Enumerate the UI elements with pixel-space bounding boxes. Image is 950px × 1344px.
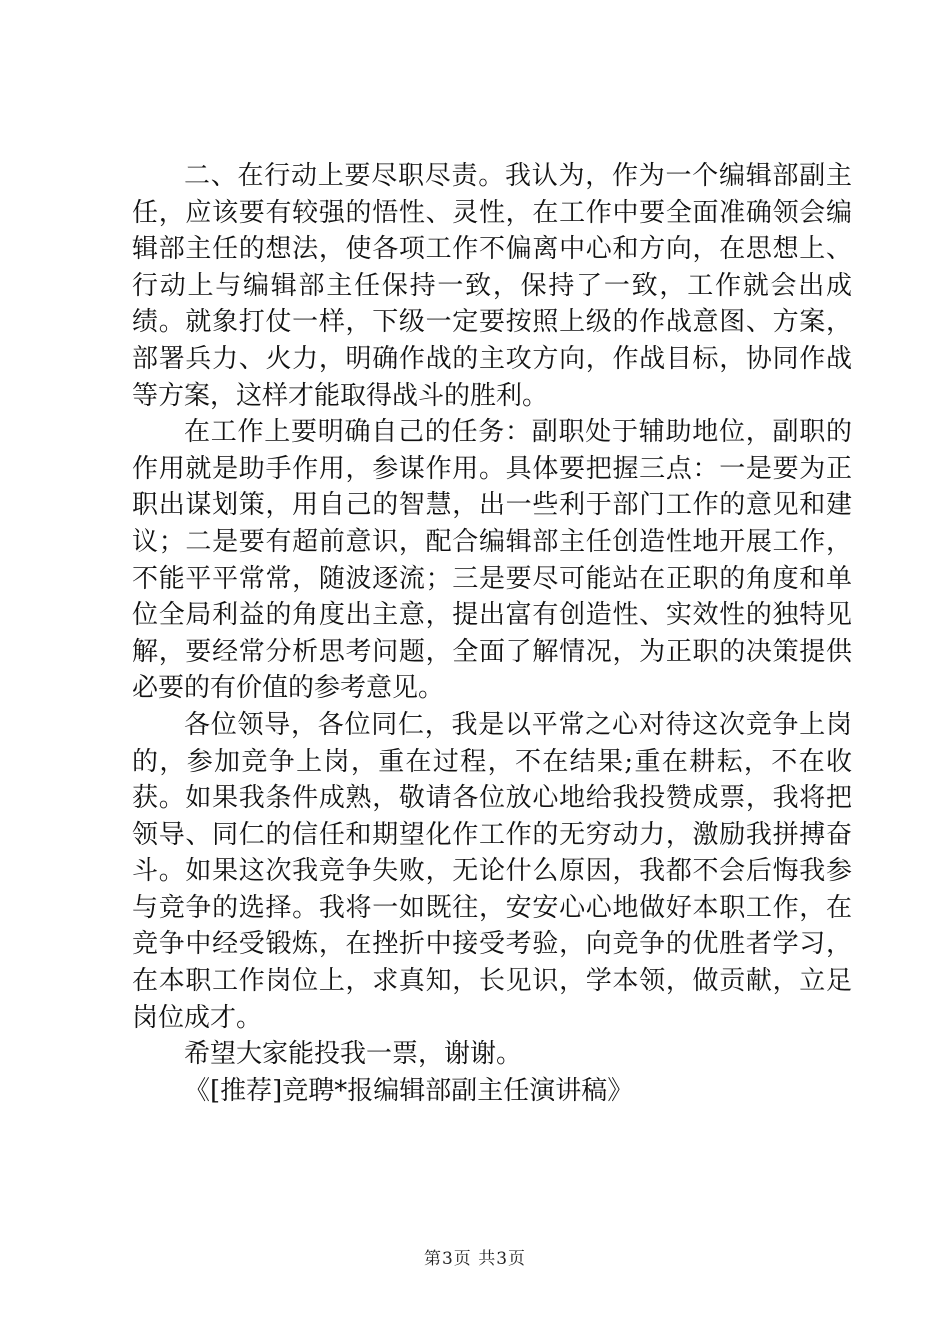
paragraph-duty: 二、在行动上要尽职尽责。我认为，作为一个编辑部副主任，应该要有较强的悟性、灵性，在工作中要全面准确领会编辑部主任的想法，使各项工作不偏离中心和方向，在思想上、行动上与编辑部主任保持一致，保持了一致，工作就会出成绩。就象打仗一样，下级一定要按照上级的作战意图、方案，部署兵力、火力，明确作战的主攻方向，作战目标，协同作战等方案，这样才能取得战斗的胜利。 [132, 161, 852, 411]
document-body [132, 158, 852, 1109]
paragraph-thanks: 希望大家能投我一票，谢谢。 [184, 1039, 523, 1070]
paragraph-closing: 各位领导，各位同仁，我是以平常之心对待这次竞争上岗的，参加竞争上岗，重在过程，不在结果;重在耕耘，不在收获。如果我条件成熟，敬请各位放心地给我投赞成票，我将把领导、同仁的信任和期望化作工作的无穷动力，激励我拼搏奋斗。如果这次我竞争失败，无论什么原因，我都不会后悔我参与竞争的选择。我将一如既往，安安心心地做好本职工作，在竞争中经受锻炼，在挫折中接受考验，向竞争的优胜者学习，在本职工作岗位上，求真知，长见识，学本领，做贡献，立足岗位成才。 [132, 709, 852, 1033]
document-title-line: 《[推荐]竞聘*报编辑部副主任演讲稿》 [184, 1075, 634, 1106]
page-number: 第3页 共3页 [423, 1249, 527, 1269]
paragraph-tasks: 在工作上要明确自己的任务：副职处于辅助地位，副职的作用就是助手作用，参谋作用。具体要把握三点：一是要为正职出谋划策，用自己的智慧，出一些利于部门工作的意见和建议；二是要有超前意识，配合编辑部主任创造性地开展工作，不能平平常常，随波逐流；三是要尽可能站在正职的角度和单位全局利益的角度出主意，提出富有创造性、实效性的独特见解，要经常分析思考问题，全面了解情况，为正职的决策提供必要的有价值的参考意见。 [132, 417, 852, 704]
